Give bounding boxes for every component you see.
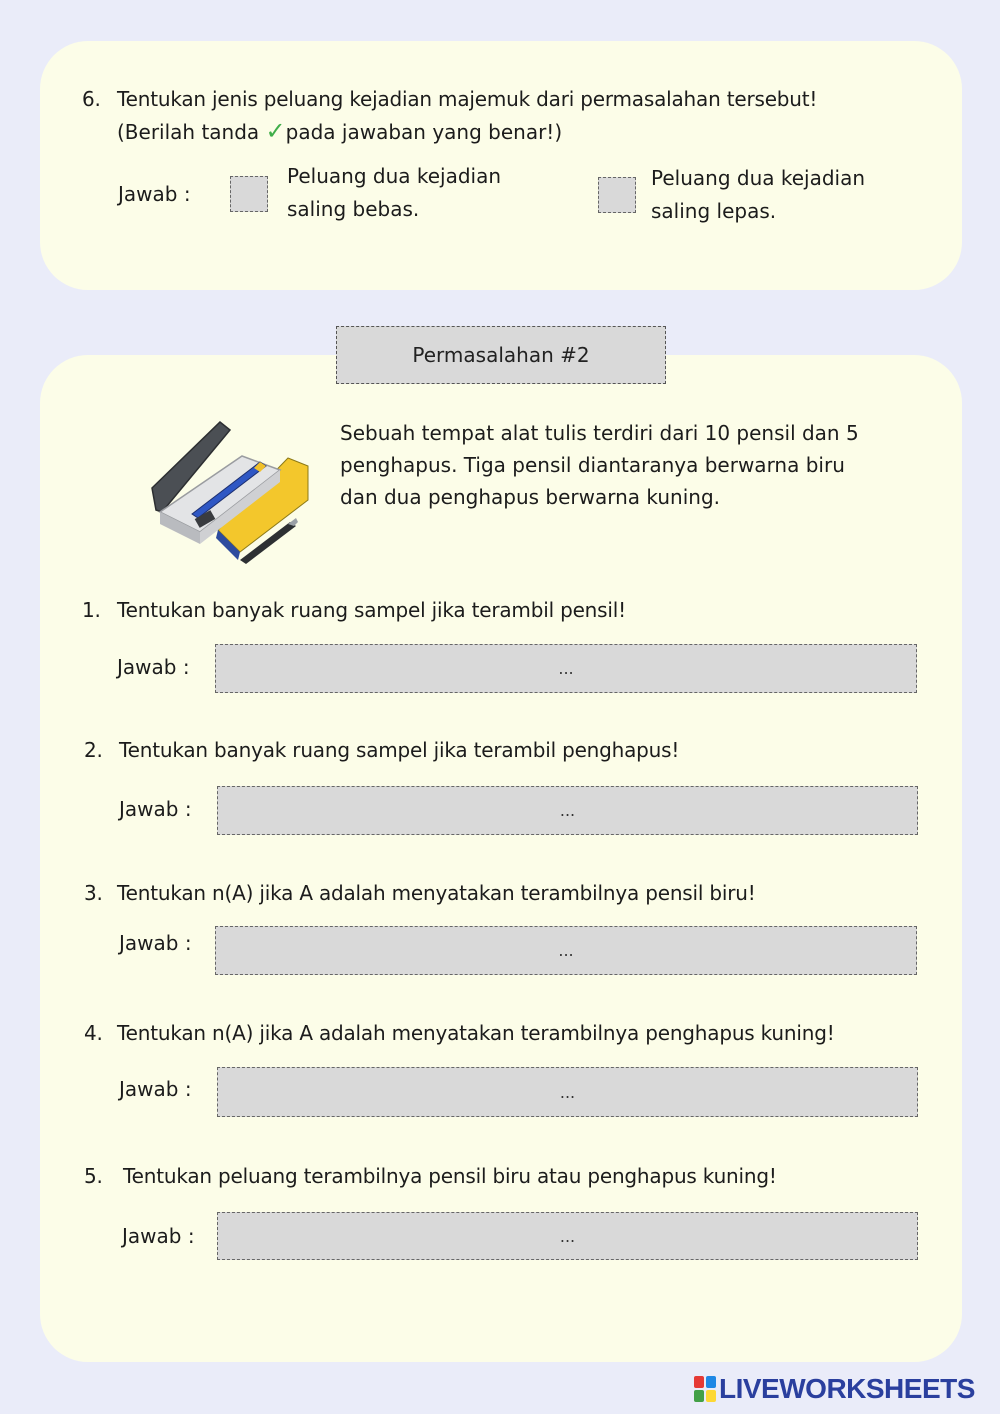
question-text: Tentukan jenis peluang kejadian majemuk dari permasalahan tersebut! — [117, 87, 818, 111]
answer-label: Jawab : — [117, 655, 190, 679]
question-text: Tentukan peluang terambilnya pensil biru atau penghapus kuning! — [123, 1164, 777, 1188]
brand-name: LIVEWORKSHEETS — [719, 1373, 975, 1404]
question-text: Tentukan banyak ruang sampel jika terambil pensil! — [117, 598, 626, 622]
instruction-after: pada jawaban yang benar!) — [285, 120, 563, 144]
option-1-line2: saling bebas. — [287, 197, 420, 221]
liveworksheets-logo — [694, 1372, 975, 1406]
answer-label: Jawab : — [118, 182, 191, 206]
option-2-line2: saling lepas. — [651, 199, 777, 223]
option-2-label — [651, 162, 865, 228]
question-number: 1. — [82, 598, 101, 622]
problem-text-line-2: penghapus. Tiga pensil diantaranya berwarna biru — [340, 453, 845, 477]
answer-label: Jawab : — [122, 1224, 195, 1248]
checkmark-icon: ✓ — [265, 117, 286, 145]
problem-text-line-1: Sebuah tempat alat tulis terdiri dari 10 pensil dan 5 — [340, 421, 859, 445]
answer-input-3[interactable]: ... — [215, 926, 917, 975]
logo-icon — [694, 1376, 716, 1402]
answer-input-1[interactable]: ... — [215, 644, 917, 693]
question-number: 4. — [84, 1021, 103, 1045]
answer-label: Jawab : — [119, 797, 192, 821]
instruction-before: (Berilah tanda — [117, 120, 260, 144]
problem-header: Permasalahan #2 — [336, 326, 666, 384]
question-number: 5. — [84, 1164, 103, 1188]
question-number: 2. — [84, 738, 103, 762]
option-1-line1: Peluang dua kejadian — [287, 164, 502, 188]
question-6-instruction — [117, 115, 562, 148]
problem-text-line-3: dan dua penghapus berwarna kuning. — [340, 485, 721, 509]
answer-input-2[interactable]: ... — [217, 786, 918, 835]
option-1-checkbox[interactable] — [230, 176, 268, 212]
pencil-case-illustration — [148, 420, 318, 570]
answer-label: Jawab : — [119, 1077, 192, 1101]
question-text: Tentukan n(A) jika A adalah menyatakan terambilnya penghapus kuning! — [117, 1021, 835, 1045]
option-2-line1: Peluang dua kejadian — [651, 166, 866, 190]
question-text: Tentukan n(A) jika A adalah menyatakan terambilnya pensil biru! — [117, 881, 756, 905]
question-number: 3. — [84, 881, 103, 905]
answer-label: Jawab : — [119, 931, 192, 955]
option-2-checkbox[interactable] — [598, 177, 636, 213]
option-1-label — [287, 160, 501, 226]
question-number: 6. — [82, 87, 101, 111]
answer-input-4[interactable]: ... — [217, 1067, 918, 1117]
answer-input-5[interactable]: ... — [217, 1212, 918, 1260]
question-text: Tentukan banyak ruang sampel jika terambil penghapus! — [119, 738, 680, 762]
